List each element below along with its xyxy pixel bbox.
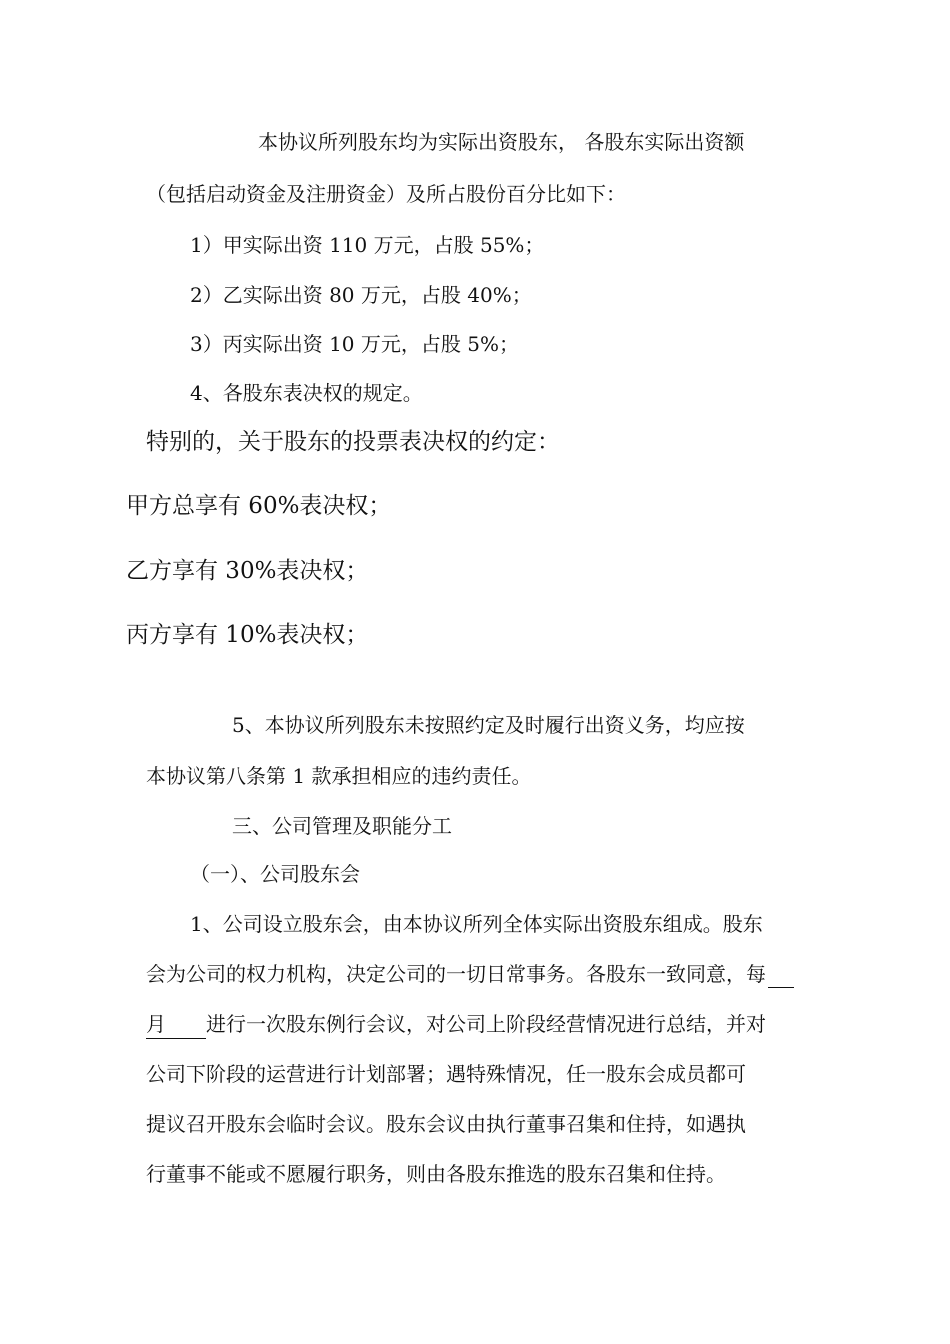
paragraph-5-line2: 本协议第八条第 1 款承担相应的违约责任。 (146, 764, 532, 788)
paragraph-5-line1: 5、本协议所列股东未按照约定及时履行出资义务，均应按 (232, 713, 745, 737)
vote-party-b: 乙方享有 30%表决权； (126, 558, 369, 584)
paragraph-6-line3-text: 进行一次股东例行会议，对公司上阶段经营情况进行总结，并对 (206, 1012, 766, 1036)
section-3-heading: 三、公司管理及职能分工 (232, 814, 452, 838)
blank-underline (768, 965, 794, 988)
paragraph-intro-line1: 本协议所列股东均为实际出资股东， 各股东实际出资额 (258, 130, 745, 154)
paragraph-6-line3 (146, 1010, 766, 1039)
special-voting-heading: 特别的，关于股东的投票表决权的约定： (146, 429, 560, 455)
paragraph-intro-line2: （包括启动资金及注册资金）及所占股份百分比如下： (146, 182, 626, 206)
list-item-contribution-b: 2）乙实际出资 80 万元，占股 40%； (190, 283, 532, 307)
list-item-contribution-a: 1）甲实际出资 110 万元，占股 55%； (190, 233, 545, 257)
paragraph-6-line5: 提议召开股东会临时会议。股东会议由执行董事召集和住持，如遇执 (146, 1112, 746, 1136)
list-item-voting-rules: 4、各股东表决权的规定。 (190, 381, 423, 405)
paragraph-6-line4: 公司下阶段的运营进行计划部署；遇特殊情况，任一股东会成员都可 (146, 1062, 746, 1086)
paragraph-6-line1: 1、公司设立股东会，由本协议所列全体实际出资股东组成。股东 (190, 912, 763, 936)
month-blank: 月 (146, 1010, 206, 1039)
subsection-1-heading: （一）、公司股东会 (190, 862, 360, 886)
list-item-contribution-c: 3）丙实际出资 10 万元，占股 5%； (190, 332, 519, 356)
paragraph-6-line2-text: 会为公司的权力机构，决定公司的一切日常事务。各股东一致同意，每 (146, 962, 766, 986)
vote-party-c: 丙方享有 10%表决权； (126, 622, 369, 648)
paragraph-6-line6: 行董事不能或不愿履行职务，则由各股东推选的股东召集和住持。 (146, 1162, 726, 1186)
vote-party-a: 甲方总享有 60%表决权； (126, 493, 392, 519)
paragraph-6-line2 (146, 960, 794, 988)
